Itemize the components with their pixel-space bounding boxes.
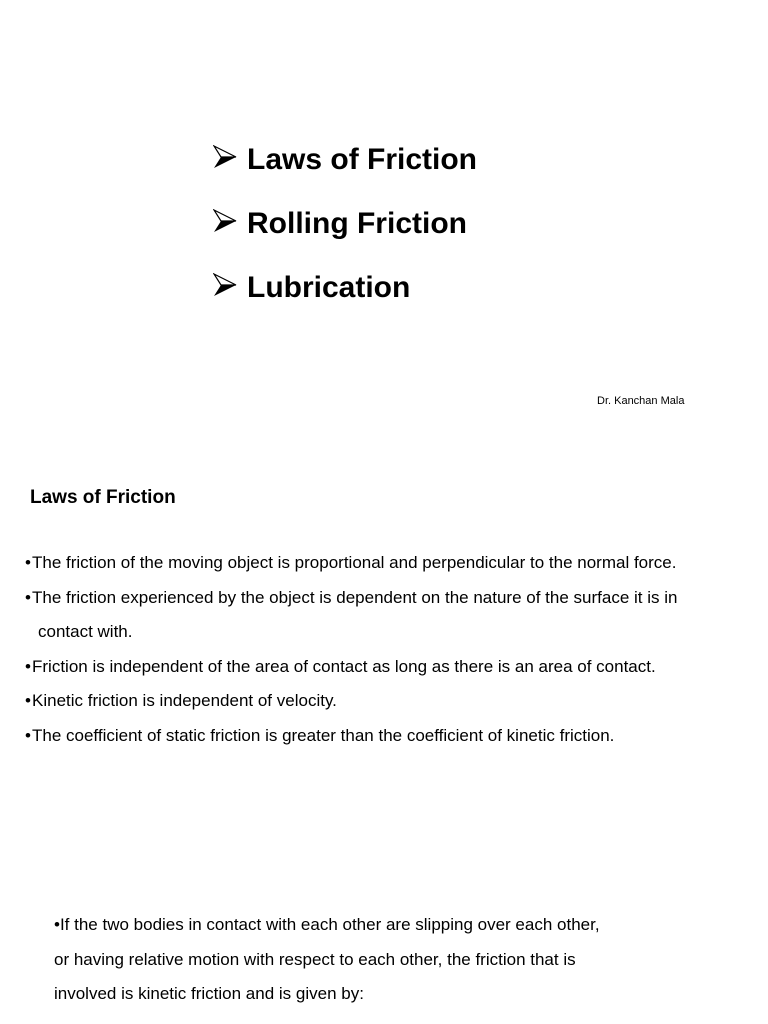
bullet: • [54,915,60,934]
law-text: The coefficient of static friction is greater than the coefficient of kinetic friction. [32,725,615,745]
paragraph-line: If the two bodies in contact with each other are slipping over each other, [59,915,600,934]
kinetic-friction-paragraph [54,908,654,1012]
law-item [25,650,745,685]
laws-list [25,546,745,753]
arrow-bullet-icon [213,273,237,297]
paragraph-line: involved is kinetic friction and is given by: [54,984,364,1003]
bullet: • [25,725,31,745]
author-name: Dr. Kanchan Mala [597,395,685,407]
law-item [25,546,745,581]
topic-list [213,128,477,320]
law-item [25,581,745,650]
topic-label: Lubrication [247,271,411,304]
topic-label: Rolling Friction [247,207,467,240]
bullet: • [25,587,31,607]
section-title: Laws of Friction [30,487,176,508]
law-text: Kinetic friction is independent of velocity. [32,691,337,710]
bullet: • [25,553,31,572]
law-text: Friction is independent of the area of contact as long as there is an area of contact. [32,656,656,676]
topic-item-lubrication [213,256,477,320]
law-item [25,719,745,754]
law-item [25,684,745,719]
topic-label: Laws of Friction [247,143,478,176]
law-text-line: The friction experienced by the object is dependent on the nature of the surface it is in [32,587,678,607]
law-text-line: contact with. [38,622,133,641]
paragraph-line: or having relative motion with respect to each other, the friction that is [54,949,576,969]
bullet: • [25,656,31,676]
law-text: The friction of the moving object is proportional and perpendicular to the normal force. [32,553,677,572]
bullet: • [25,691,31,710]
arrow-bullet-icon [213,209,237,233]
arrow-bullet-icon [213,145,237,169]
topic-item-laws-of-friction [213,128,477,192]
topic-item-rolling-friction [213,192,477,256]
law-text [32,581,745,650]
